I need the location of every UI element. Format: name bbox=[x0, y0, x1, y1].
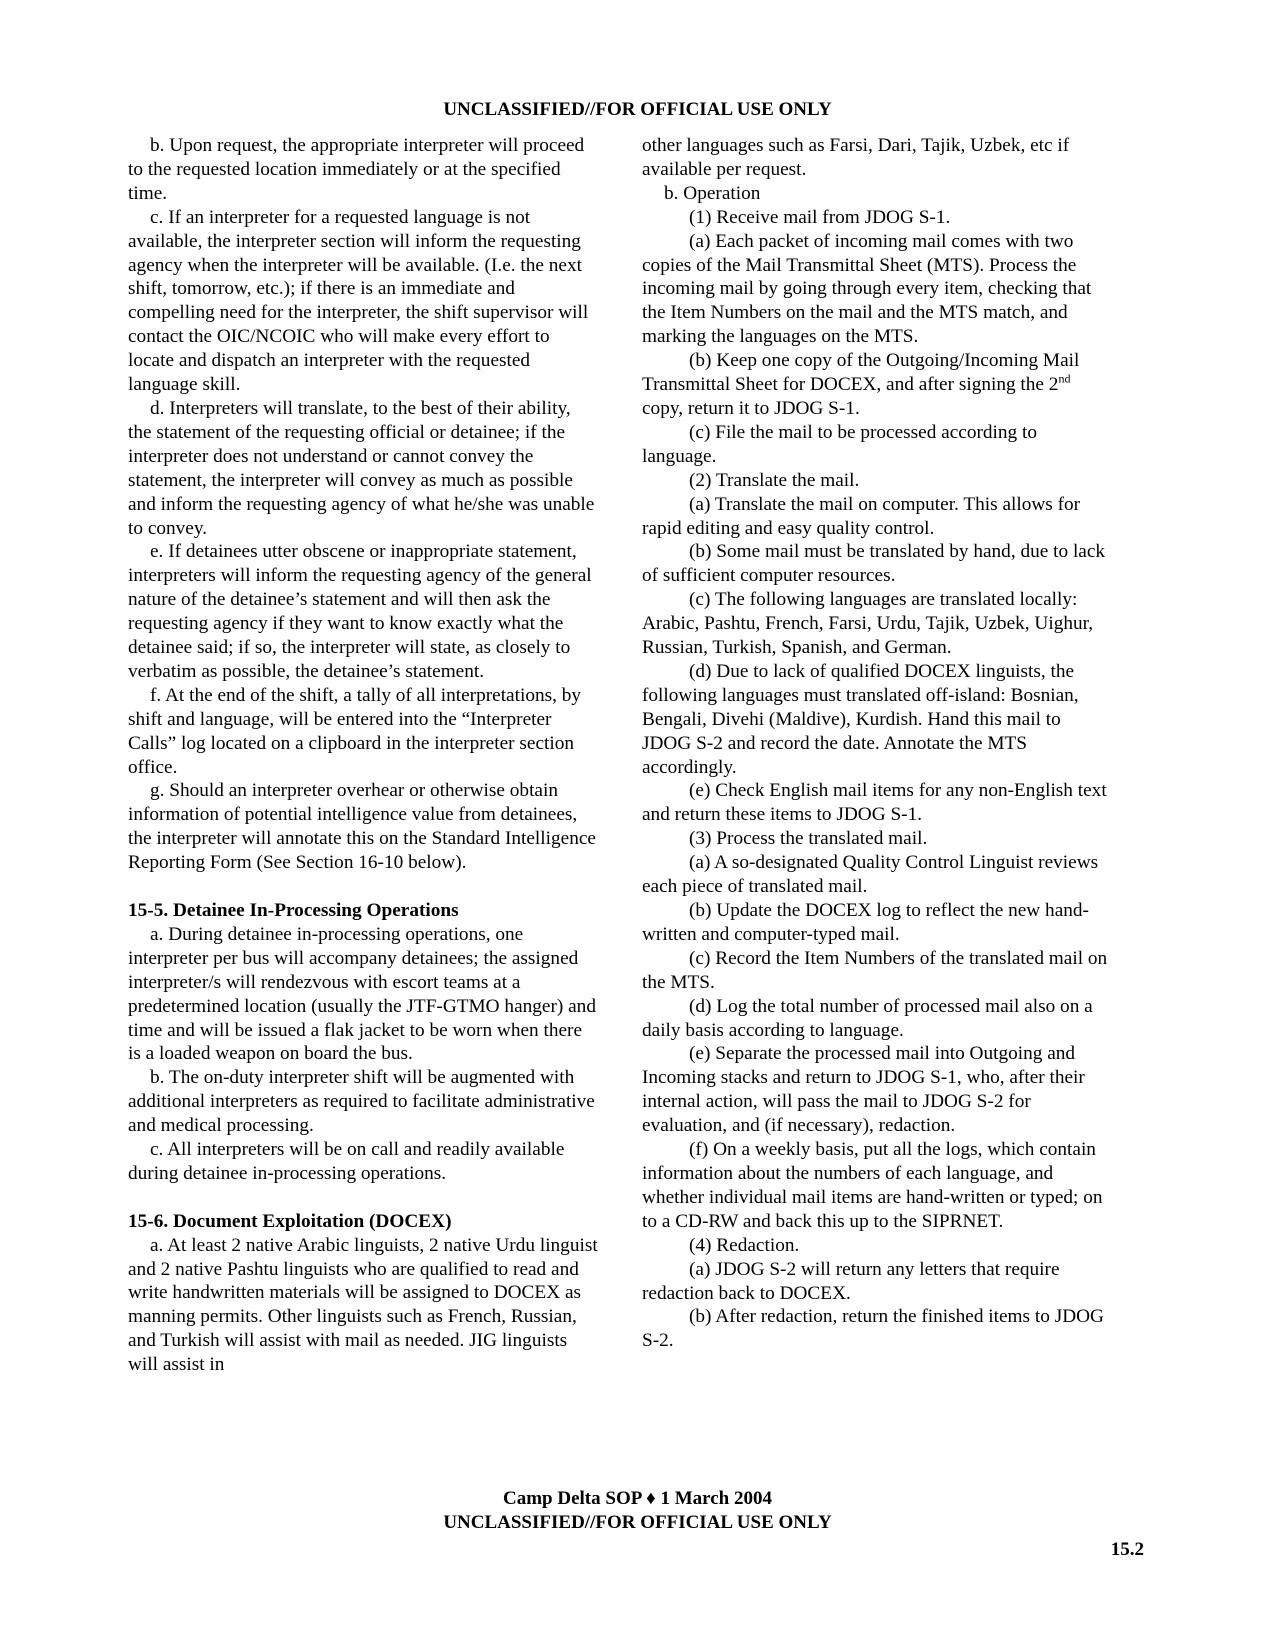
section-heading: 15-5. Detainee In-Processing Operations bbox=[128, 899, 459, 921]
paragraph: (a) JDOG S-2 will return any letters that require redaction back to DOCEX. bbox=[642, 1258, 1060, 1304]
paragraph: b. The on-duty interpreter shift will be augmented with additional interpreters as required to facilitate administrative and medical processing. bbox=[128, 1067, 595, 1137]
header-classification: UNCLASSIFIED//FOR OFFICIAL USE ONLY bbox=[443, 99, 832, 120]
page-number: 15.2 bbox=[1110, 1539, 1144, 1560]
paragraph: e. If detainees utter obscene or inappropriate statement, interpreters will inform the requesting agency of the general nature of the detainee’s statement and will then ask the requesting agency if they want to know exactly what the detainee said; if so, the interpreter will state, as closely to verbatim as possible, the detainee’s statement. bbox=[128, 541, 592, 682]
paragraph: (a) Translate the mail on computer. This allows for rapid editing and easy quality control. bbox=[642, 493, 1081, 539]
paragraph: (b) Keep one copy of the Outgoing/Incoming Mail Transmittal Sheet for DOCEX, and after signing the 2nd copy, return it to JDOG S-1. bbox=[642, 350, 1080, 419]
paragraph: a. During detainee in-processing operations, one interpreter per bus will accompany detainees; the assigned interpreter/s will rendezvous with escort teams at a predetermined location (usually the JTF-GTMO hanger) and time and will be issued a flak jacket to be worn when there is a loaded weapon on board the bus. bbox=[128, 923, 596, 1065]
paragraph: (b) Some mail must be translated by hand, due to lack of sufficient computer resources. bbox=[642, 541, 1106, 587]
paragraph: c. All interpreters will be on call and readily available during detainee in-processing operations. bbox=[128, 1139, 565, 1184]
paragraph: (c) The following languages are translated locally: Arabic, Pashtu, French, Farsi, Urdu, Tajik, Uzbek, Uighur, Russian, Turkish, Spanish, and German. bbox=[642, 589, 1094, 659]
paragraph: g. Should an interpreter overhear or otherwise obtain information of potential intelligence value from detainees, the interpreter will annotate this on the Standard Intelligence Reporting Form (See Section 16-10 below). bbox=[128, 780, 596, 874]
paragraph: b. Upon request, the appropriate interpreter will proceed to the requested location immediately or at the specified time. bbox=[128, 135, 585, 204]
paragraph: (f) On a weekly basis, put all the logs, which contain information about the numbers of each language, and whether individual mail items are hand-written or typed; on to a CD-RW and back this up to the SIPRNET. bbox=[642, 1139, 1103, 1232]
footer bbox=[0, 1487, 1275, 1535]
left-column bbox=[128, 134, 598, 1377]
paragraph: a. At least 2 native Arabic linguists, 2 native Urdu linguist and 2 native Pashtu linguists who are qualified to read and write handwritten materials will be assigned to DOCEX as manning permits. Other linguists such as French, Russian, and Turkish will assist with mail as needed. JIG linguists will assist in bbox=[128, 1234, 598, 1376]
paragraph: (b) After redaction, return the finished items to JDOG S-2. bbox=[642, 1306, 1104, 1352]
paragraph: (c) Record the Item Numbers of the translated mail on the MTS. bbox=[642, 947, 1108, 993]
section-heading: 15-6. Document Exploitation (DOCEX) bbox=[128, 1210, 452, 1232]
right-column bbox=[642, 134, 1112, 1353]
paragraph: b. Operation bbox=[664, 182, 761, 204]
paragraph: d. Interpreters will translate, to the best of their ability, the statement of the requesting official or detainee; if the interpreter does not understand or cannot convey the statement, the interpreter will convey as much as possible and inform the requesting agency of what he/she was unable to convey. bbox=[128, 397, 595, 539]
paragraph: (2) Translate the mail. bbox=[689, 469, 860, 491]
paragraph: (a) Each packet of incoming mail comes with two copies of the Mail Transmittal Sheet (MTS). Process the incoming mail by going through every item, checking that the Item Numbers on the mail and the MTS match, and marking the languages on the MTS. bbox=[642, 230, 1092, 348]
paragraph: (1) Receive mail from JDOG S-1. bbox=[689, 206, 951, 228]
footer-classification: UNCLASSIFIED//FOR OFFICIAL USE ONLY bbox=[443, 1512, 832, 1533]
paragraph: (d) Log the total number of processed mail also on a daily basis according to language. bbox=[642, 995, 1093, 1041]
paragraph: (c) File the mail to be processed according to language. bbox=[642, 421, 1038, 467]
paragraph: other languages such as Farsi, Dari, Tajik, Uzbek, etc if available per request. bbox=[642, 135, 1070, 180]
paragraph: (3) Process the translated mail. bbox=[689, 828, 928, 850]
footer-title: Camp Delta SOP ♦ 1 March 2004 bbox=[503, 1488, 772, 1509]
paragraph: (4) Redaction. bbox=[689, 1234, 800, 1256]
paragraph: (a) A so-designated Quality Control Linguist reviews each piece of translated mail. bbox=[642, 852, 1099, 898]
paragraph: c. If an interpreter for a requested language is not available, the interpreter section will inform the requesting agency when the interpreter will be available. (I.e. the next shift, tomorrow, etc.); if there is an immediate and compelling need for the interpreter, the shift supervisor will contact the OIC/NCOIC who will make every effort to locate and dispatch an interpreter with the requested language skill. bbox=[128, 206, 589, 396]
paragraph: f. At the end of the shift, a tally of all interpretations, by shift and language, will be entered into the “Interpreter Calls” log located on a clipboard in the interpreter section office. bbox=[128, 684, 582, 778]
paragraph: (e) Check English mail items for any non-English text and return these items to JDOG S-1. bbox=[642, 780, 1107, 826]
paragraph: (d) Due to lack of qualified DOCEX linguists, the following languages must translated off-island: Bosnian, Bengali, Divehi (Maldive), Kurdish. Hand this mail to JDOG S-2 and record the date. Annotate the MTS accordingly. bbox=[642, 660, 1079, 778]
paragraph: (b) Update the DOCEX log to reflect the new hand-written and computer-typed mail. bbox=[642, 900, 1089, 945]
paragraph: (e) Separate the processed mail into Outgoing and Incoming stacks and return to JDOG S-1, who, after their internal action, will pass the mail to JDOG S-2 for evaluation, and (if necessary), redaction. bbox=[642, 1043, 1085, 1137]
